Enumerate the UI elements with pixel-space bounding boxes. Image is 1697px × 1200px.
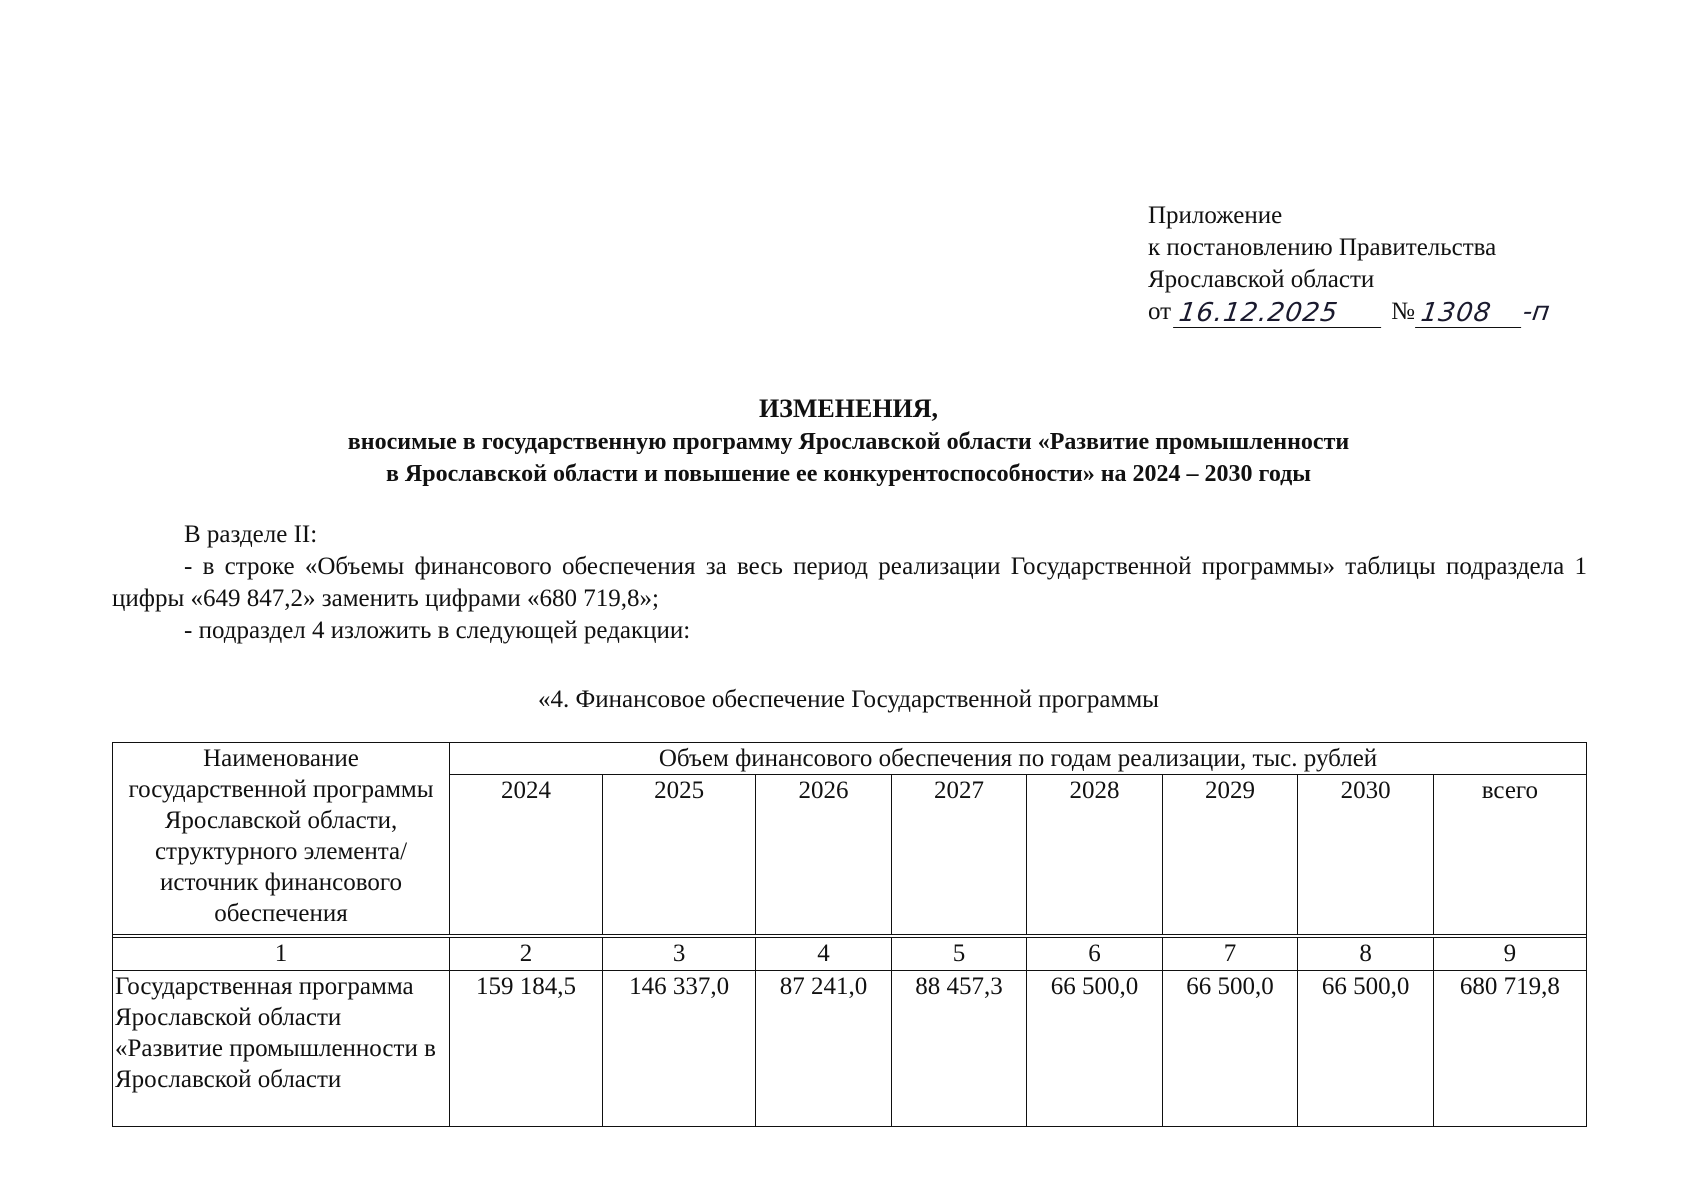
header-year: 2029	[1162, 775, 1298, 935]
header-year: 2027	[891, 775, 1027, 935]
header-year: 2030	[1298, 775, 1434, 935]
row-value: 66 500,0	[1298, 971, 1434, 1127]
column-number: 5	[891, 938, 1027, 971]
section-heading: «4. Финансовое обеспечение Государственной программы	[538, 686, 1159, 713]
header-year: 2026	[756, 775, 892, 935]
column-number: 7	[1162, 938, 1298, 971]
row-value: 66 500,0	[1027, 971, 1163, 1127]
title-line-2: вносимые в государственную программу Ярославской области «Развитие промышленности	[347, 429, 1350, 455]
number-sign: №	[1391, 298, 1415, 325]
body-paragraph-3: - подраздел 4 изложить в следующей редакции:	[184, 617, 691, 644]
header-total: всего	[1433, 775, 1586, 935]
row-name: Государственная программа Ярославской области «Развитие промышленности в Ярославской области	[113, 971, 450, 1127]
title-line-3: в Ярославской области и повышение ее конкурентоспособности» на 2024 – 2030 годы	[385, 461, 1312, 487]
row-value: 146 337,0	[603, 971, 756, 1127]
handwritten-date: 16.12.2025	[1173, 300, 1385, 328]
header-year: 2025	[603, 775, 756, 935]
row-value: 87 241,0	[756, 971, 892, 1127]
appendix-date-number	[1148, 296, 1552, 328]
table-row	[113, 971, 1587, 1127]
document-body	[112, 519, 1587, 647]
column-number: 9	[1433, 938, 1586, 971]
column-number: 2	[450, 938, 603, 971]
body-paragraph-1: В разделе II:	[184, 521, 318, 548]
column-number: 8	[1298, 938, 1434, 971]
column-number: 3	[603, 938, 756, 971]
appendix-label: Приложение	[1148, 202, 1283, 229]
appendix-region: Ярославской области	[1148, 266, 1375, 293]
column-number: 4	[756, 938, 892, 971]
appendix-resolution: к постановлению Правительства	[1148, 234, 1497, 261]
header-volume: Объем финансового обеспечения по годам реализации, тыс. рублей	[450, 743, 1587, 775]
financing-table	[112, 742, 1587, 1127]
column-number: 6	[1027, 938, 1163, 971]
header-year: 2024	[450, 775, 603, 935]
row-value: 66 500,0	[1162, 971, 1298, 1127]
column-number: 1	[113, 938, 450, 971]
date-prefix: от	[1148, 298, 1172, 325]
document-title	[0, 392, 1697, 490]
row-total: 680 719,8	[1433, 971, 1586, 1127]
header-name: Наименование государственной программы Ярославской области, структурного элемента/ источник финансового обеспечения	[113, 743, 450, 935]
handwritten-number-suffix: -п	[1520, 297, 1552, 327]
title-main: ИЗМЕНЕНИЯ,	[758, 394, 939, 423]
table-header-row	[113, 743, 1587, 775]
header-year: 2028	[1027, 775, 1163, 935]
body-paragraph-2: - в строке «Объемы финансового обеспечения за весь период реализации Государственной программы» таблицы подраздела 1 цифры «649 847,2» заменить цифрами «680 719,8»;	[112, 553, 1587, 612]
appendix-block	[1148, 200, 1552, 328]
row-value: 159 184,5	[450, 971, 603, 1127]
row-value: 88 457,3	[891, 971, 1027, 1127]
handwritten-number: 1308	[1415, 300, 1525, 328]
table-column-numbers	[113, 938, 1587, 971]
